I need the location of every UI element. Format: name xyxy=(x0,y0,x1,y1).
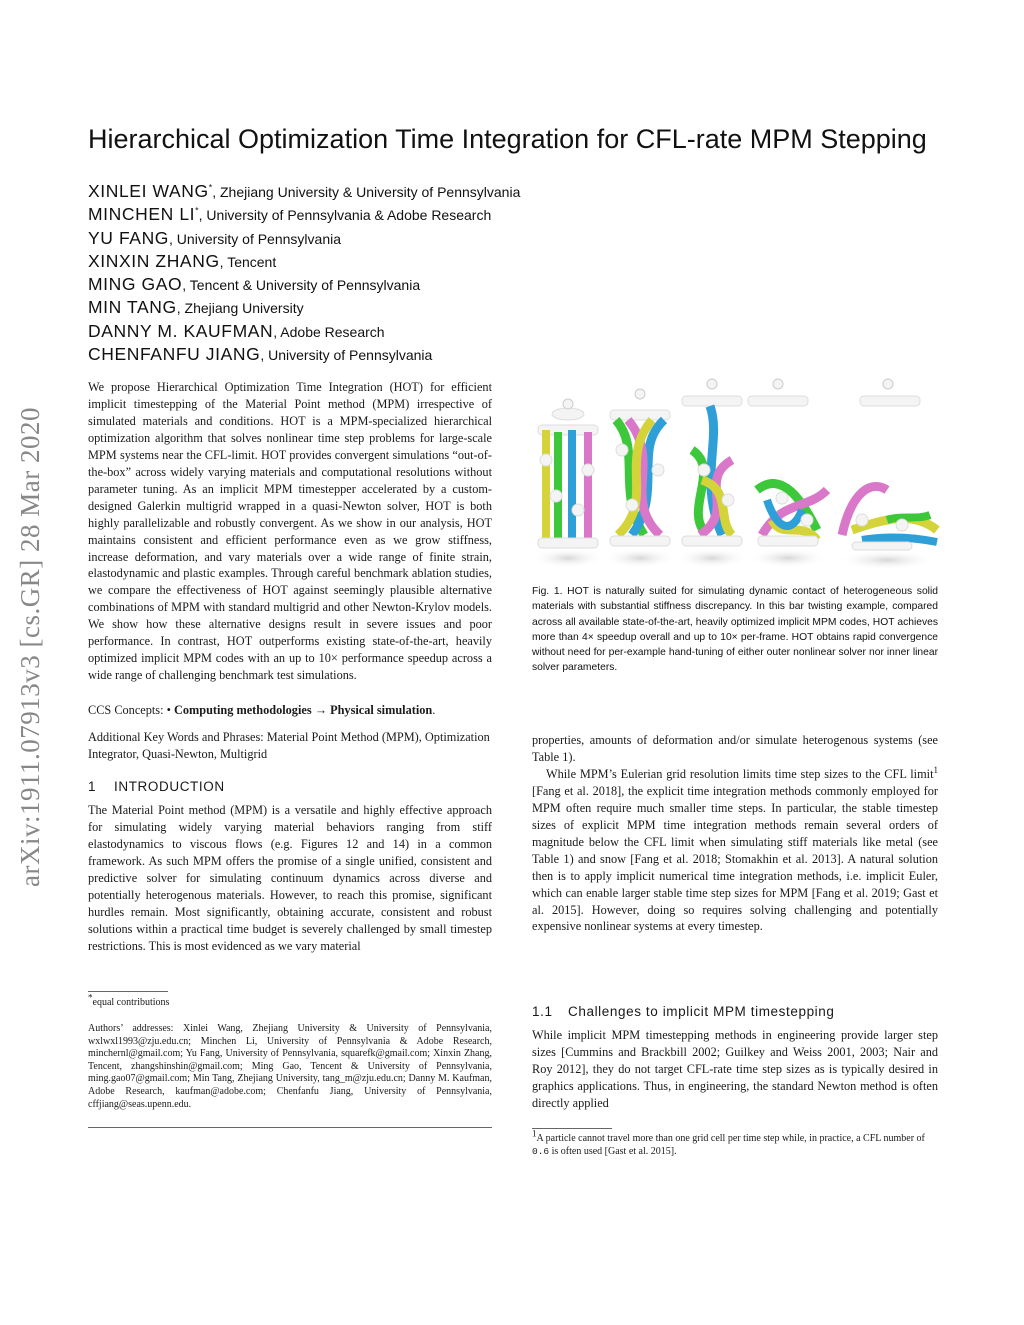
frame-4-collapsing-bars xyxy=(748,379,828,568)
section-heading-introduction xyxy=(88,779,225,794)
ccs-end: . xyxy=(432,703,436,717)
footnote-mark: * xyxy=(88,992,93,1003)
subsection-title: Challenges to implicit MPM timestepping xyxy=(568,1004,835,1019)
author-affiliation: , Adobe Research xyxy=(273,323,385,340)
intro-paragraph: The Material Point method (MPM) is a versatile and highly effective approach for simulating widely varying material behaviors ranging from stiff elastodynamics to viscous flows (e.g. Figures 12 and 14) in a common framework. As such MPM offers the promise of a single unified, consistent and predictive solver for simulating continuum dynamics across diverse and potentially heterogenous materials. However, to reach this promise, significant hurdles remain. Most significantly, obtaining accurate, consistent and robust solutions within a practical time budget is severely challenged by small timestep restrictions. This is most evidenced as we vary material xyxy=(88,803,492,953)
equal-contribution-mark: * xyxy=(208,182,213,193)
section-number: 1 xyxy=(88,779,97,794)
cfl-footnote xyxy=(532,1128,938,1158)
frame-1-upright-bars xyxy=(532,399,604,568)
subsection-heading xyxy=(532,1004,835,1019)
frame-5-fallen-bars xyxy=(837,379,937,570)
author-line xyxy=(88,320,628,343)
paper-title: Hierarchical Optimization Time Integration for CFL-rate MPM Stepping xyxy=(88,124,927,154)
author-line xyxy=(88,273,628,296)
author-affiliation: , Zhejiang University xyxy=(176,300,304,317)
figure-caption: Fig. 1. HOT is naturally suited for simulating dynamic contact of heterogeneous solid materials with substantial stiffness discrepancy. In this bar twisting example, compared across all available state-of-the-art, heavily optimized implicit MPM codes, HOT achieves more than 4× speedup overall and up to 10× per-frame. HOT obtains rapid convergence without need for per-example hand-tuning of either outer nonlinear solver nor inner linear solver parameters. xyxy=(532,586,938,674)
keywords: Additional Key Words and Phrases: Material Point Method (MPM), Optimization Integrator, Quasi-Newton, Multigrid xyxy=(88,730,490,761)
author-name: MING GAO xyxy=(88,274,183,295)
author-name: MIN TANG xyxy=(88,297,177,318)
author-name: XINXIN ZHANG xyxy=(88,250,220,271)
abstract: We propose Hierarchical Optimization Time Integration (HOT) for efficient implicit timestepping of the Material Point method (MPM) irrespective of simulated materials and conditions. HOT is a MPM-specialized hierarchical optimization algorithm that solves nonlinear time step problems for large-scale MPM systems near the CFL-limit. HOT provides convergent simulations “out-of-the-box” across widely varying materials and computational resolutions without parameter tuning. As an implicit MPM timestepper accelerated by a custom-designed Galerkin multigrid wrapped in a quasi-Newton solver, HOT is both highly parallelizable and robustly convergent. As we show in our analysis, HOT maintains consistent and efficient performance even as we grow stiffness, increase deformation, and vary materials over a wide range of finite strain, elastodynamic and plastic examples. Through careful benchmark ablation studies, we compare the effectiveness of HOT against seemingly plausible alternative combinations of MPM with standard multigrid and other Newton-Krylov models. We show how these alternative designs result in severe issues and poor performance. In contrast, HOT outperforms existing state-of-the-art, heavily optimized implicit MPM codes with an up to 10× performance speedup across a wide range of challenging benchmark test simulations. xyxy=(88,380,492,683)
author-line xyxy=(88,250,628,273)
section-title: INTRODUCTION xyxy=(114,779,225,794)
author-name: MINCHEN LI xyxy=(88,204,196,225)
subsection-paragraph: While implicit MPM timestepping methods in engineering provide larger step sizes [Cummins and Brackbill 2002; Guilkey and Weiss 2001, 2003; Nair and Roy 2012], they do not target CFL-rate time step sizes as is typically desired in graphics applications. Thus, in engineering, the standard Newton method is often directly applied xyxy=(532,1028,938,1110)
author-line xyxy=(88,180,628,203)
author-affiliation: , University of Pennsylvania xyxy=(169,230,341,247)
equal-contribution-mark: * xyxy=(195,205,199,216)
ccs-arrow: → xyxy=(311,703,331,717)
author-line xyxy=(88,296,628,319)
author-affiliation: , Zhejiang University & University of Pennsylvania xyxy=(212,184,521,200)
paragraph-continuation: properties, amounts of deformation and/or simulate heterogenous systems (see Table 1). xyxy=(532,733,938,764)
author-affiliation: , University of Pennsylvania & Adobe Research xyxy=(198,207,492,224)
author-name: CHENFANFU JIANG xyxy=(88,344,261,365)
teaser-figure-bar-twisting xyxy=(532,370,942,582)
footnote-divider xyxy=(88,991,168,992)
author-line xyxy=(88,227,628,250)
footnote-divider xyxy=(532,1128,612,1129)
frame-3-unravelling-bars xyxy=(676,379,748,568)
author-addresses: Authors’ addresses: Xinlei Wang, Zhejiang University & University of Pennsylvania, wxlwxl1993@zju.edu.cn; Minchen Li, University of Pennsylvania & Adobe Research, minchernl@gmail.com; Yu Fang, University of Pennsylvania, squarefk@gmail.com; Xinxin Zhang, Tencent, zhangshinshin@gmail.com; Ming Gao, Tencent & University of Pennsylvania, ming.gao07@gmail.com; Min Tang, Zhejiang University, tang_m@zju.edu.cn; Danny M. Kaufman, Adobe Research, kaufman@adobe.com; Chenfanfu Jiang, University of Pennsylvania, cffjiang@seas.upenn.edu. xyxy=(88,1023,492,1110)
author-affiliation: , University of Pennsylvania xyxy=(260,347,433,364)
author-list xyxy=(88,180,628,366)
paragraph-cfl xyxy=(532,766,938,936)
right-column-body xyxy=(532,732,938,935)
ccs-concepts xyxy=(88,703,492,718)
paragraph-text: While MPM’s Eulerian grid resolution limits time step sizes to the CFL limit xyxy=(546,766,934,781)
ccs-subconcept: Physical simulation xyxy=(330,703,433,717)
author-line xyxy=(88,203,628,226)
ccs-label: CCS Concepts: • xyxy=(88,703,174,717)
footnote-ref: 1 xyxy=(933,764,938,775)
paragraph-text: [Fang et al. 2018], the explicit time integration methods commonly employed for MPM often require much smaller time steps. In particular, the stable timestep sizes of explicit MPM time integration methods remain several orders of magnitude below the CFL limit when simulating stiff materials like metal (see Table 1) and snow [Fang et al. 2018; Stomakhin et al. 2013]. A natural solution then is to apply implicit numerical time integration methods, i.e. implicit Euler, which can enable larger stable time step sizes for MPM [Fang et al. 2019; Gast et al. 2015]. However, doing so requires solving challenging and potentially expensive nonlinear systems at every timestep. xyxy=(532,783,938,934)
footnote-text: A particle cannot travel more than one grid cell per time step while, in practice, a CFL number of xyxy=(536,1133,925,1144)
addresses-divider xyxy=(88,1127,492,1128)
footnote-mark: 1 xyxy=(532,1128,537,1139)
author-affiliation: , Tencent & University of Pennsylvania xyxy=(182,277,421,294)
author-line xyxy=(88,343,628,366)
ccs-concept: Computing methodologies xyxy=(173,703,312,717)
author-name: DANNY M. KAUFMAN xyxy=(88,320,274,341)
equal-contribution-footnote xyxy=(88,992,492,1010)
cfl-number: 0.6 xyxy=(532,1145,550,1157)
author-name: XINLEI WANG xyxy=(88,181,209,201)
subsection-number: 1.1 xyxy=(532,1004,553,1019)
author-affiliation: , Tencent xyxy=(219,253,277,270)
frame-2-twisted-bars xyxy=(604,389,676,568)
footnote-text: is often used [Gast et al. 2015]. xyxy=(549,1145,677,1157)
footnote-text: equal contributions xyxy=(92,997,170,1008)
arxiv-stamp: arXiv:1911.07913v3 [cs.GR] 28 Mar 2020 xyxy=(15,407,45,887)
author-name: YU FANG xyxy=(88,227,170,248)
